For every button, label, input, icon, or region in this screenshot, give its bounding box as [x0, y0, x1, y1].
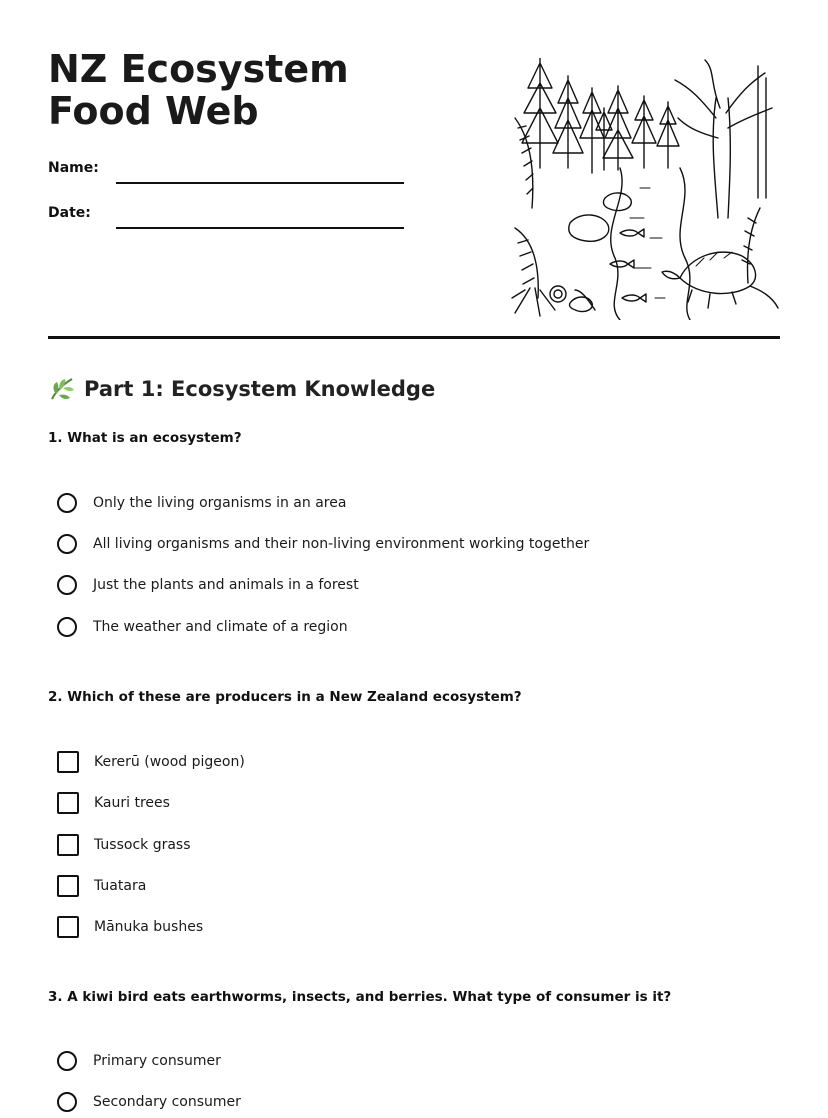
- rocks: [569, 193, 631, 312]
- option-label: All living organisms and their non-living environment working together: [93, 536, 590, 552]
- checkbox[interactable]: [57, 751, 79, 773]
- q3-option[interactable]: [57, 1048, 221, 1074]
- option-label: Secondary consumer: [93, 1094, 241, 1110]
- q2-option[interactable]: [57, 749, 245, 775]
- ferns: [512, 118, 760, 316]
- name-line[interactable]: [116, 182, 404, 184]
- question-2: 2. Which of these are producers in a New Zealand ecosystem?: [48, 689, 522, 705]
- header-divider: [48, 336, 780, 339]
- checkbox[interactable]: [57, 792, 79, 814]
- conifer-trees: [522, 58, 679, 173]
- option-label: Mānuka bushes: [94, 919, 204, 935]
- name-field[interactable]: [48, 160, 408, 184]
- option-label: The weather and climate of a region: [93, 619, 348, 635]
- option-label: Primary consumer: [93, 1053, 221, 1069]
- forest-stream-illustration: [510, 58, 780, 320]
- radio-button[interactable]: [57, 1092, 77, 1112]
- checkbox[interactable]: [57, 875, 79, 897]
- part1-heading: [48, 372, 435, 406]
- worksheet-title: NZ Ecosystem Food Web: [48, 47, 349, 133]
- q2-option[interactable]: [57, 832, 191, 858]
- date-line[interactable]: [116, 227, 404, 229]
- question-3: 3. A kiwi bird eats earthworms, insects, and berries. What type of consumer is it?: [48, 989, 672, 1005]
- q2-option[interactable]: [57, 873, 146, 899]
- option-label: Tussock grass: [94, 837, 191, 853]
- date-label: Date:: [48, 205, 91, 221]
- tuatara-figure: [662, 252, 778, 308]
- radio-button[interactable]: [57, 1051, 77, 1071]
- option-label: Kauri trees: [94, 795, 170, 811]
- q1-option[interactable]: [57, 531, 589, 557]
- leaf-icon: [48, 375, 76, 403]
- q1-option[interactable]: [57, 490, 346, 516]
- date-field[interactable]: [48, 205, 408, 229]
- radio-button[interactable]: [57, 534, 77, 554]
- question-1: 1. What is an ecosystem?: [48, 430, 242, 446]
- checkbox[interactable]: [57, 834, 79, 856]
- option-label: Only the living organisms in an area: [93, 495, 347, 511]
- checkbox[interactable]: [57, 916, 79, 938]
- q2-option[interactable]: [57, 914, 203, 940]
- radio-button[interactable]: [57, 617, 77, 637]
- q1-option[interactable]: [57, 614, 348, 640]
- q2-option[interactable]: [57, 790, 170, 816]
- option-label: Tuatara: [94, 878, 147, 894]
- option-label: Just the plants and animals in a forest: [93, 577, 359, 593]
- radio-button[interactable]: [57, 493, 77, 513]
- name-label: Name:: [48, 160, 99, 176]
- part1-heading-text: Part 1: Ecosystem Knowledge: [84, 377, 436, 401]
- q1-option[interactable]: [57, 572, 359, 598]
- large-tree: [675, 60, 772, 218]
- q3-option[interactable]: [57, 1089, 241, 1115]
- option-label: Kererū (wood pigeon): [94, 754, 245, 770]
- radio-button[interactable]: [57, 575, 77, 595]
